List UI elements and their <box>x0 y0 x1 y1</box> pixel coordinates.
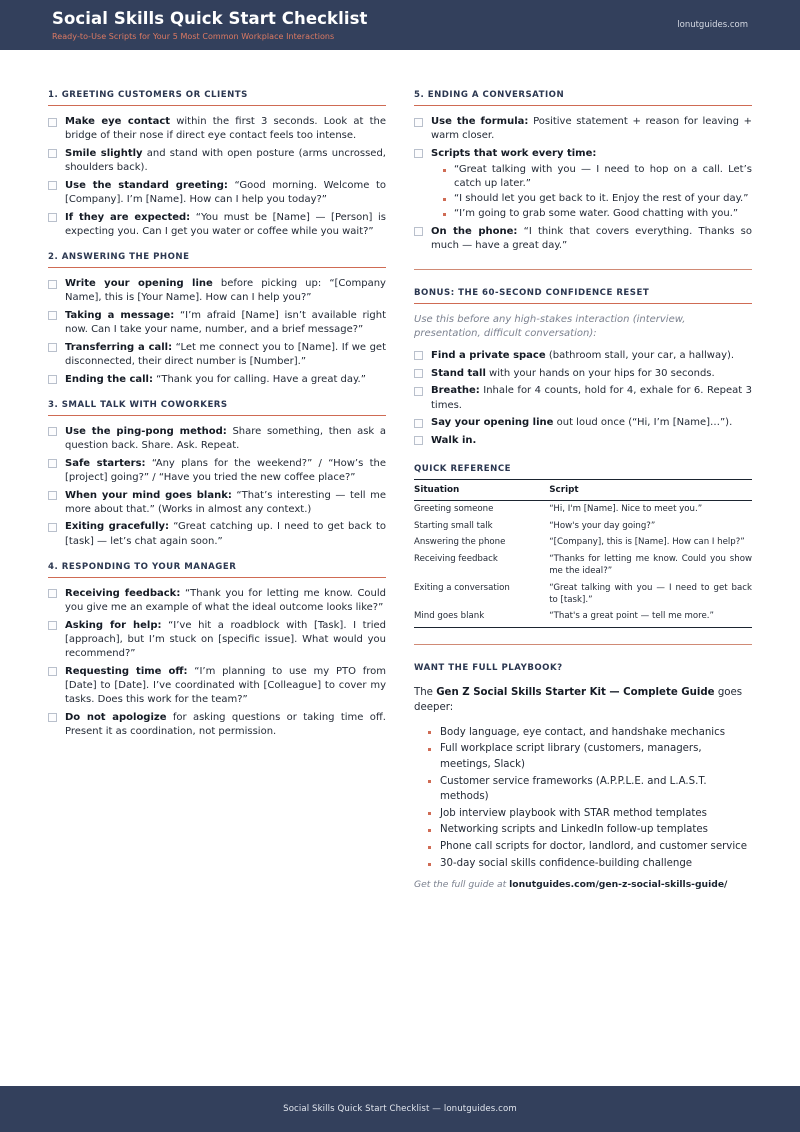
playbook-lead <box>414 686 752 716</box>
item-lead: Find a private space <box>431 349 546 361</box>
table-row <box>414 535 752 552</box>
table-row <box>414 518 752 535</box>
checklist-item[interactable] <box>48 147 386 175</box>
item-text: “Great catching up. I need to get back to [task] — let’s chat again soon.” <box>65 521 386 547</box>
header-site-label: lonutguides.com <box>677 20 748 30</box>
item-text: within the first 3 seconds. Look at the bridge of their nose if direct eye contact feels too intense. <box>65 116 386 142</box>
item-text: Inhale for 4 counts, hold for 4, exhale for 6. Repeat 3 times. <box>431 385 752 411</box>
playbook-cta-url[interactable]: lonutguides.com/gen-z-social-skills-guide/ <box>509 879 728 891</box>
cell-script: “Thanks for letting me know. Could you show me the ideal?” <box>549 554 752 576</box>
header-title-group <box>52 9 368 41</box>
checklist-item[interactable] <box>414 416 752 430</box>
checklist-item[interactable] <box>414 367 752 381</box>
item-text: Share something, then ask a question back. Share. Ask. Repeat. <box>65 425 386 451</box>
section-divider <box>48 267 386 268</box>
item-lead: Transferring a call: <box>65 341 173 353</box>
section-checklist <box>48 115 386 239</box>
item-text: and stand with open posture (arms uncrossed, shoulders back). <box>65 147 386 174</box>
page-title: Social Skills Quick Start Checklist <box>52 9 368 29</box>
page-body <box>0 50 800 906</box>
checklist-item[interactable] <box>48 341 386 369</box>
page-footer <box>0 1086 800 1132</box>
item-text: “I’m planning to use my PTO from [Date] to [Date]. I’ve coordinated with [Colleague] to cover my tasks. Does this work for the team?” <box>65 665 386 706</box>
item-lead: Use the ping-pong method: <box>65 425 227 437</box>
column-header-situation: Situation <box>414 480 549 501</box>
item-text: “You must be [Name] — [Person] is expecting you. Can I get you water or coffee while you wait?” <box>65 211 387 237</box>
item-text: (bathroom stall, your car, a hallway). <box>545 349 735 361</box>
cell-situation: Exiting a conversation <box>414 582 510 593</box>
script-bullet: “I’m going to grab some water. Good chatting with you.” <box>443 207 752 221</box>
cell-script: “How's your day going?” <box>549 520 656 531</box>
item-lead: Requesting time off: <box>65 665 188 677</box>
quick-reference-table <box>414 479 752 628</box>
feature-bullet: Customer service frameworks (A.P.P.L.E. and L.A.S.T. methods) <box>428 774 752 805</box>
item-text: “Thank you for letting me know. Could you give me an example of what the ideal outcome looks like?” <box>65 587 387 613</box>
section-heading: 2. ANSWERING THE PHONE <box>48 252 190 262</box>
checklist-item[interactable] <box>48 211 386 239</box>
section-quick-reference <box>414 464 752 628</box>
checklist-item[interactable] <box>48 587 386 615</box>
section-divider <box>414 303 752 304</box>
item-text: out loud once (“Hi, I’m [Name]…”). <box>553 417 733 429</box>
feature-bullet: Full workplace script library (customers, managers, meetings, Slack) <box>428 741 752 772</box>
checklist-item[interactable] <box>414 115 752 143</box>
item-text: “I think that covers everything. Thanks so much — have a great day.” <box>431 225 752 251</box>
playbook-lead-suffix: goes deeper: <box>414 687 743 713</box>
ending-scripts-list <box>431 163 752 221</box>
section-divider <box>48 415 386 416</box>
checklist-item[interactable] <box>48 457 386 485</box>
item-text: “Thank you for calling. Have a great day.” <box>153 373 366 385</box>
section-heading: 4. RESPONDING TO YOUR MANAGER <box>48 561 237 572</box>
checklist-item[interactable] <box>414 434 752 448</box>
section-block <box>48 90 386 239</box>
cell-script: “[Company], this is [Name]. How can I help?” <box>549 537 745 548</box>
playbook-product-name: Gen Z Social Skills Starter Kit — Complete Guide <box>436 687 715 699</box>
playbook-cta-prefix: Get the full guide at <box>414 879 510 891</box>
section-heading: BONUS: THE 60-SECOND CONFIDENCE RESET <box>414 287 650 298</box>
item-lead: Exiting gracefully: <box>65 521 170 533</box>
cell-situation: Greeting someone <box>414 503 494 514</box>
section-block <box>48 252 386 387</box>
checklist-item[interactable] <box>48 619 386 662</box>
item-text: “Any plans for the weekend?” / “How’s the [project] going?” / “Have you tried the new coffee place?” <box>65 457 387 483</box>
footer-label: Social Skills Quick Start Checklist — lonutguides.com <box>283 1104 517 1114</box>
column-header-script: Script <box>549 480 752 501</box>
feature-bullet: Phone call scripts for doctor, landlord, and customer service <box>428 839 752 854</box>
section-bonus-confidence-reset <box>414 288 752 448</box>
item-text: “Let me connect you to [Name]. If we get disconnected, their direct number is [Number].” <box>65 341 387 367</box>
section-divider <box>48 577 386 578</box>
cell-situation: Starting small talk <box>414 520 493 531</box>
section-block <box>48 400 386 549</box>
section-heading: 3. SMALL TALK WITH COWORKERS <box>48 399 228 410</box>
checklist-item[interactable] <box>48 115 386 143</box>
item-text: “I’ve hit a roadblock with [Task]. I tried [approach], but I’m stuck on [specific issue]. What would you recommend?” <box>65 619 386 660</box>
script-bullet: “I should let you get back to it. Enjoy the rest of your day.” <box>443 192 752 206</box>
left-column <box>48 90 386 906</box>
checklist-item[interactable] <box>48 309 386 337</box>
section-divider <box>414 105 752 106</box>
section-heading: 1. GREETING CUSTOMERS OR CLIENTS <box>48 90 248 100</box>
section-checklist <box>48 425 386 549</box>
table-body <box>414 501 752 628</box>
playbook-lead-prefix: The <box>414 687 437 699</box>
checklist-item[interactable] <box>414 225 752 253</box>
item-lead: Make eye contact <box>65 116 171 127</box>
item-text: before picking up: “[Company Name], this is [Your Name]. How can I help you?” <box>65 278 386 304</box>
item-text: Positive statement + reason for leaving + warm closer. <box>431 116 752 142</box>
cell-situation: Receiving feedback <box>414 554 498 565</box>
right-column <box>414 90 752 906</box>
item-lead: Say your opening line <box>431 417 554 429</box>
checklist-item[interactable] <box>48 489 386 517</box>
item-text: “I’m afraid [Name] isn’t available right now. Can I take your name, number, and a brief message?” <box>65 309 387 336</box>
item-lead: Safe starters: <box>65 457 146 469</box>
item-lead: On the phone: <box>431 225 518 237</box>
ending-section-separator <box>414 269 752 270</box>
feature-bullet: Job interview playbook with STAR method templates <box>428 806 752 821</box>
checklist-item[interactable] <box>414 147 752 221</box>
section-full-playbook <box>414 663 752 890</box>
table-row <box>414 580 752 609</box>
section-checklist <box>48 277 386 387</box>
playbook-feature-list <box>414 725 752 872</box>
item-lead: Smile slightly <box>65 147 143 159</box>
checklist-item[interactable] <box>48 425 386 453</box>
item-lead: Breathe: <box>431 385 480 397</box>
section-heading: WANT THE FULL PLAYBOOK? <box>414 663 563 674</box>
item-lead: Asking for help: <box>65 619 162 631</box>
item-lead: If they are expected: <box>65 211 191 223</box>
ending-checklist <box>414 115 752 253</box>
bonus-intro-text: Use this before any high-stakes interaction (interview, presentation, difficult conversation): <box>414 313 686 340</box>
table-row <box>414 609 752 628</box>
item-lead: Receiving feedback: <box>65 587 181 599</box>
table-row <box>414 501 752 518</box>
cell-situation: Answering the phone <box>414 537 506 548</box>
item-lead: Write your opening line <box>65 278 213 289</box>
checklist-item[interactable] <box>414 349 752 363</box>
item-text: “Good morning. Welcome to [Company]. I’m [Name]. How can I help you today?” <box>65 179 386 205</box>
section-heading: 5. ENDING A CONVERSATION <box>414 90 565 100</box>
section-block <box>48 562 386 739</box>
cell-script: “Hi, I'm [Name]. Nice to meet you.” <box>549 503 703 514</box>
item-lead: Use the formula: <box>431 116 529 127</box>
feature-bullet: 30-day social skills confidence-building challenge <box>428 856 752 871</box>
item-text: for asking questions or taking time off. Present it as coordination, not permission. <box>65 711 386 737</box>
feature-bullet: Networking scripts and LinkedIn follow-up templates <box>428 822 752 837</box>
table-header-row <box>414 480 752 501</box>
checklist-item[interactable] <box>48 277 386 305</box>
section-divider <box>48 105 386 106</box>
item-lead: Taking a message: <box>65 309 175 321</box>
checklist-item[interactable] <box>48 665 386 708</box>
page-subtitle: Ready-to-Use Scripts for Your 5 Most Common Workplace Interactions <box>52 31 335 41</box>
table-row <box>414 552 752 581</box>
item-text: with your hands on your hips for 30 seconds. <box>485 367 715 379</box>
item-lead: Do not apologize <box>65 711 167 723</box>
item-lead: Stand tall <box>431 367 486 379</box>
cell-script: “Great talking with you — I need to get back to [task].” <box>549 582 752 605</box>
checklist-item[interactable] <box>48 520 386 548</box>
table-header <box>414 480 752 501</box>
item-lead: Walk in. <box>431 434 477 446</box>
playbook-cta <box>414 879 752 890</box>
section-ending-conversation <box>414 90 752 253</box>
feature-bullet: Body language, eye contact, and handshake mechanics <box>428 725 752 740</box>
item-lead: When your mind goes blank: <box>65 489 232 501</box>
item-lead: Use the standard greeting: <box>65 179 228 191</box>
checklist-item[interactable] <box>414 384 752 412</box>
item-lead: Ending the call: <box>65 373 153 385</box>
section-checklist <box>48 587 386 739</box>
page-header <box>0 0 800 50</box>
script-bullet: “Great talking with you — I need to hop on a call. Let’s catch up later.” <box>443 163 752 191</box>
cell-script: “That's a great point — tell me more.” <box>549 611 714 622</box>
checklist-item[interactable] <box>48 373 386 387</box>
quick-reference-separator <box>414 644 752 645</box>
item-text: “That’s interesting — tell me more about that.” (Works in almost any context.) <box>65 489 387 515</box>
section-heading: QUICK REFERENCE <box>414 464 512 475</box>
checklist-item[interactable] <box>48 179 386 207</box>
item-lead: Scripts that work every time: <box>431 147 597 159</box>
checklist-item[interactable] <box>48 711 386 739</box>
cell-situation: Mind goes blank <box>414 611 485 622</box>
bonus-checklist <box>414 349 752 448</box>
